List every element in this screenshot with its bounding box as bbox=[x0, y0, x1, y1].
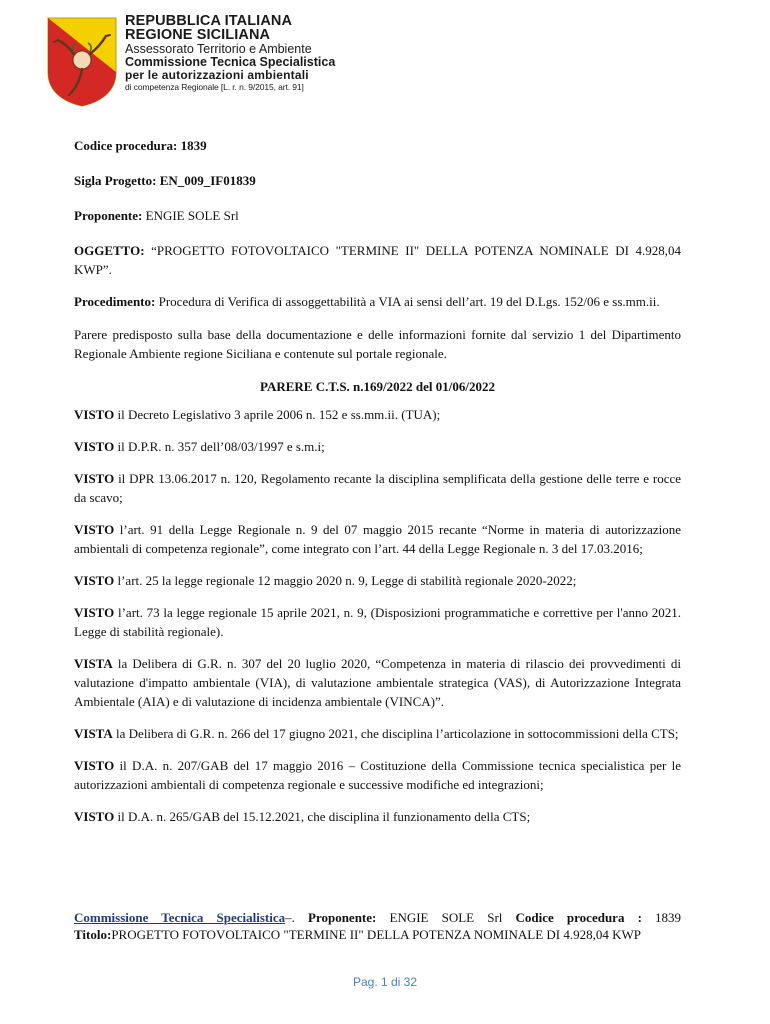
footer-codice-label: Codice procedura : bbox=[515, 910, 642, 925]
page-number: Pag. 1 di 32 bbox=[352, 975, 418, 989]
vista-item: VISTA la Delibera di G.R. n. 307 del 20 luglio 2020, “Competenza in materia di rilascio dei provvedimenti di valutazione d'impatto ambientale (VIA), di valutazione ambientale strategica (VAS), di Autorizzazione Integrata Ambientale (AIA) e di valutazione di incidenza ambientale (VINCA)”. bbox=[74, 656, 681, 709]
footer-commission: Commissione Tecnica Specialistica bbox=[74, 910, 286, 925]
sigla-progetto: Sigla Progetto: EN_009_IF01839 bbox=[74, 173, 256, 188]
footer-titolo-label: Titolo: bbox=[74, 927, 112, 942]
vista-item: VISTA la Delibera di G.R. n. 266 del 17 giugno 2021, che disciplina l’articolazione in sottocommissioni della CTS; bbox=[74, 726, 679, 741]
footer-proponente-label: Proponente: bbox=[308, 910, 377, 925]
footer-proponente-value: ENGIE SOLE Srl bbox=[389, 910, 503, 925]
visto-item: VISTO il Decreto Legislativo 3 aprile 2006 n. 152 e ss.mm.ii. (TUA); bbox=[74, 407, 441, 422]
header-republic: REPUBBLICA ITALIANA bbox=[125, 13, 293, 29]
parere-intro: Parere predisposto sulla base della documentazione e delle informazioni fornite dal servizio 1 del Dipartimento Regionale Ambiente regione Siciliana e contenute sul portale regionale. bbox=[74, 327, 681, 361]
trinacria-emblem-icon bbox=[44, 14, 120, 108]
codice-procedura: Codice procedura: 1839 bbox=[74, 138, 207, 153]
parere-title: PARERE C.T.S. n.169/2022 del 01/06/2022 bbox=[260, 379, 495, 394]
footer-codice-value: 1839 bbox=[655, 910, 682, 925]
header-region: REGIONE SICILIANA bbox=[125, 27, 271, 43]
page-footer: Commissione Tecnica Specialistica–. Proponente: ENGIE SOLE Srl Codice procedura : 1839 Titolo:PROGETTO FOTOVOLTAICO "TERMINE II" DELLA POTENZA NOMINALE DI 4.928,04 KWP bbox=[74, 910, 682, 942]
institution-header bbox=[125, 14, 385, 93]
proponente: Proponente: ENGIE SOLE Srl bbox=[74, 208, 239, 223]
header-assessorato: Assessorato Territorio e Ambiente bbox=[125, 42, 312, 56]
procedimento: Procedimento: Procedura di Verifica di assoggettabilità a VIA ai sensi dell’art. 19 del D.Lgs. 152/06 e ss.mm.ii. bbox=[74, 294, 660, 309]
visto-item: VISTO l’art. 91 della Legge Regionale n. 9 del 07 maggio 2015 recante “Norme in materia di autorizzazione ambientali di competenza regionale”, come integrato con l’art. 44 della Legge Regionale n. 3 del 17.03.2016; bbox=[74, 522, 681, 556]
visto-item: VISTO l’art. 25 la legge regionale 12 maggio 2020 n. 9, Legge di stabilità regionale 2020-2022; bbox=[74, 573, 577, 588]
visto-item: VISTO l’art. 73 la legge regionale 15 aprile 2021, n. 9, (Disposizioni programmatiche e correttive per l'anno 2021. Legge di stabilità regionale). bbox=[74, 605, 681, 639]
visto-item: VISTO il D.A. n. 207/GAB del 17 maggio 2016 – Costituzione della Commissione tecnica specialistica per le autorizzazioni ambientali di competenza regionale e successive modifiche ed integrazioni; bbox=[74, 758, 681, 792]
visto-item: VISTO il D.P.R. n. 357 dell’08/03/1997 e s.m.i; bbox=[74, 439, 325, 454]
header-commission-scope: per le autorizzazioni ambientali bbox=[125, 68, 309, 82]
footer-titolo-value: PROGETTO FOTOVOLTAICO "TERMINE II" DELLA POTENZA NOMINALE DI 4.928,04 KWP bbox=[111, 927, 641, 942]
header-legal-ref: di competenza Regionale [L. r. n. 9/2015, art. 91] bbox=[125, 82, 304, 92]
header-commission: Commissione Tecnica Specialistica bbox=[125, 55, 336, 69]
document-body bbox=[74, 136, 681, 826]
oggetto: OGGETTO: “PROGETTO FOTOVOLTAICO "TERMINE II" DELLA POTENZA NOMINALE DI 4.928,04 KWP”. bbox=[74, 243, 681, 277]
visto-item: VISTO il DPR 13.06.2017 n. 120, Regolamento recante la disciplina semplificata della gestione delle terre e rocce da scavo; bbox=[74, 471, 681, 505]
visto-item: VISTO il D.A. n. 265/GAB del 15.12.2021, che disciplina il funzionamento della CTS; bbox=[74, 809, 531, 824]
